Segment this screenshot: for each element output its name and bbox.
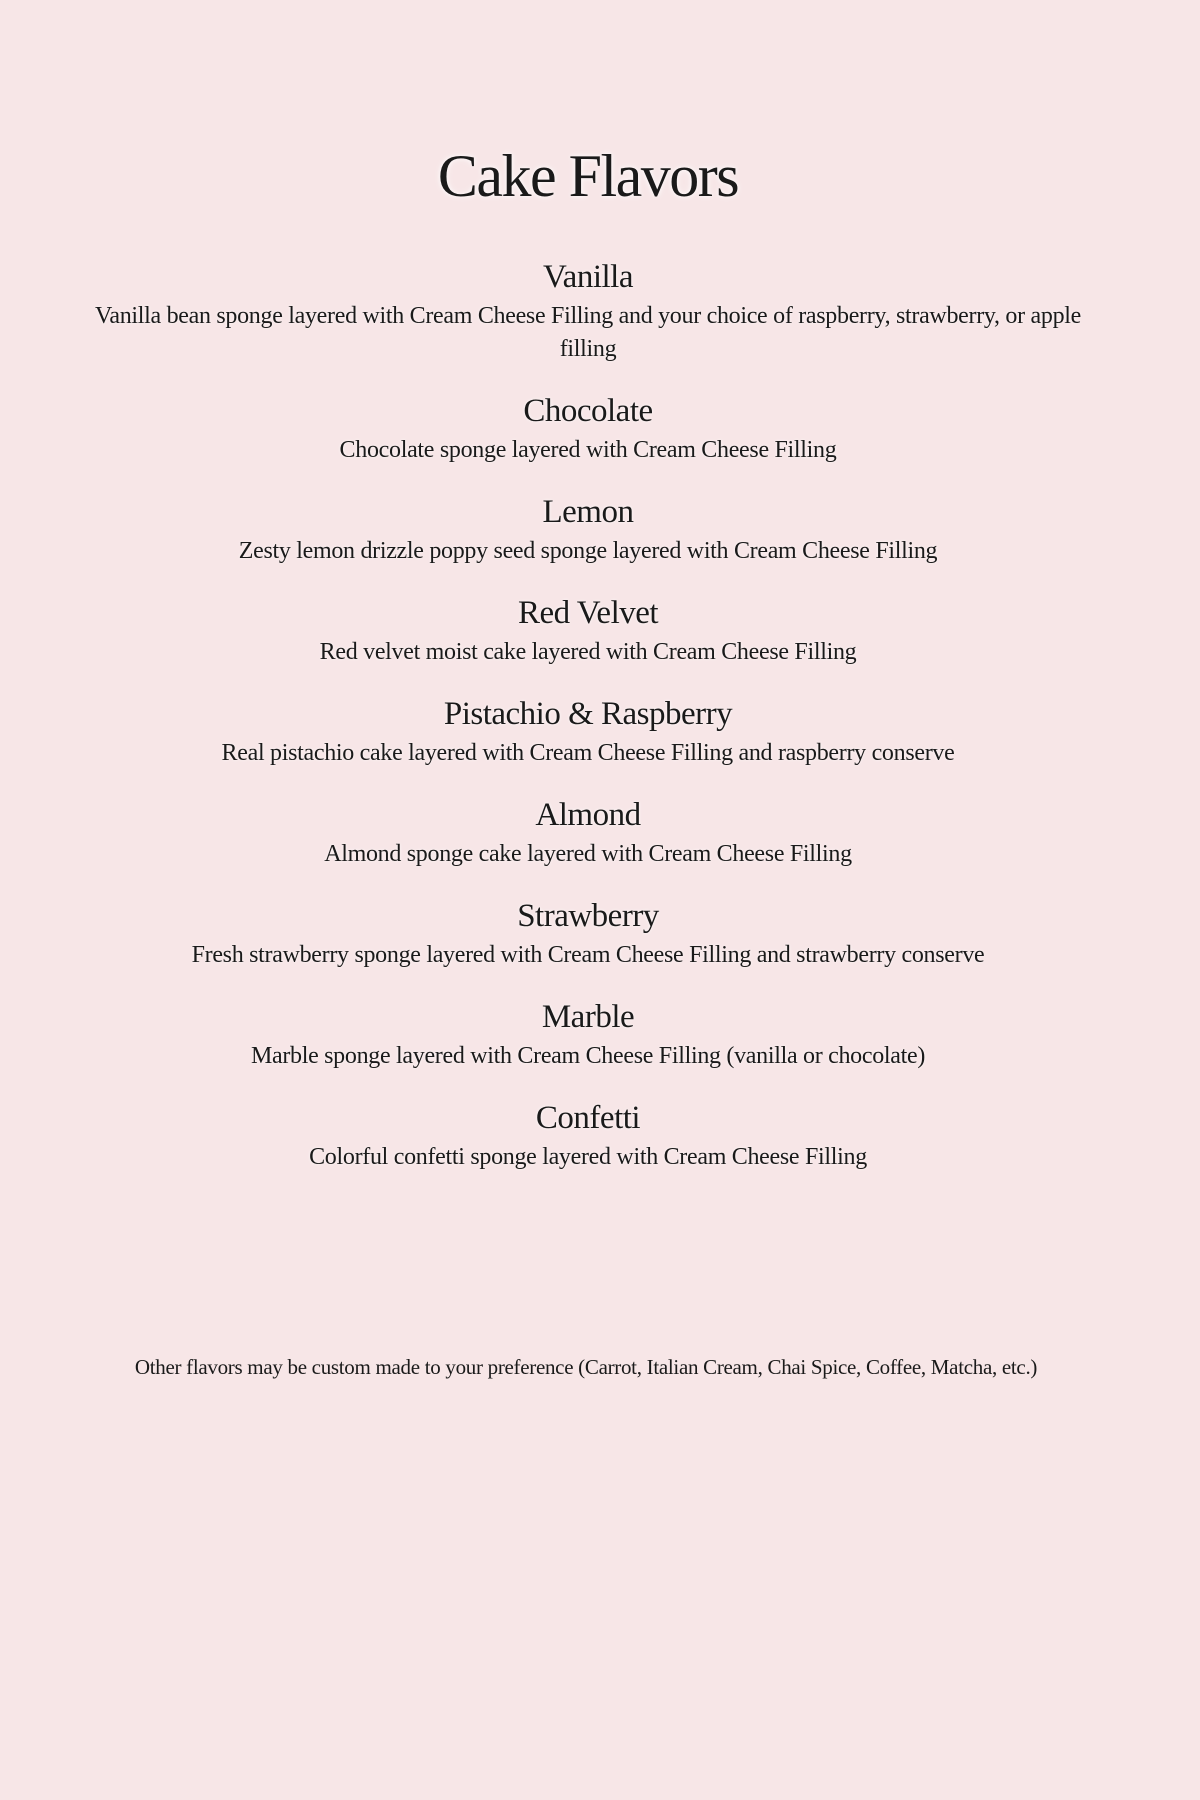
flavor-name: Chocolate: [523, 393, 653, 429]
flavor-description: Almond sponge cake layered with Cream Cheese Filling: [324, 841, 852, 867]
flavor-description: Zesty lemon drizzle poppy seed sponge layered with Cream Cheese Filling: [238, 538, 938, 564]
flavor-item-confetti: [70, 1097, 1106, 1174]
flavor-description: Real pistachio cake layered with Cream Cheese Filling and raspberry conserve: [221, 740, 955, 766]
flavor-list: [70, 256, 1106, 1198]
flavor-item-pistachio-raspberry: [70, 693, 1106, 770]
flavor-item-lemon: [70, 491, 1106, 568]
flavor-item-chocolate: [70, 390, 1106, 467]
flavor-name: Red Velvet: [517, 595, 659, 631]
flavor-description: Fresh strawberry sponge layered with Cream Cheese Filling and strawberry conserve: [191, 942, 985, 968]
flavor-item-strawberry: [70, 895, 1106, 972]
flavor-item-almond: [70, 794, 1106, 871]
flavor-description: Vanilla bean sponge layered with Cream Cheese Filling and your choice of raspberry, strawberry, or apple filling: [94, 303, 1081, 362]
flavor-name: Confetti: [535, 1100, 641, 1136]
flavor-name: Vanilla: [543, 259, 633, 295]
flavor-item-marble: [70, 996, 1106, 1073]
flavor-item-vanilla: [70, 256, 1106, 366]
flavor-description: Chocolate sponge layered with Cream Cheese Filling: [339, 437, 837, 463]
flavor-description: Marble sponge layered with Cream Cheese Filling (vanilla or chocolate): [250, 1043, 926, 1069]
flavor-name: Lemon: [542, 494, 634, 530]
custom-flavors-note: Other flavors may be custom made to your preference (Carrot, Italian Cream, Chai Spice, Coffee, Matcha, etc.): [134, 1355, 1038, 1379]
flavor-item-red-velvet: [70, 592, 1106, 669]
flavor-description: Colorful confetti sponge layered with Cream Cheese Filling: [309, 1144, 867, 1170]
flavor-description: Red velvet moist cake layered with Cream Cheese Filling: [319, 639, 857, 665]
flavor-name: Almond: [535, 797, 641, 833]
flavor-name: Strawberry: [517, 898, 659, 934]
flavor-name: Pistachio & Raspberry: [443, 696, 733, 732]
page-title: Cake Flavors: [437, 143, 739, 209]
flavor-name: Marble: [541, 999, 635, 1035]
